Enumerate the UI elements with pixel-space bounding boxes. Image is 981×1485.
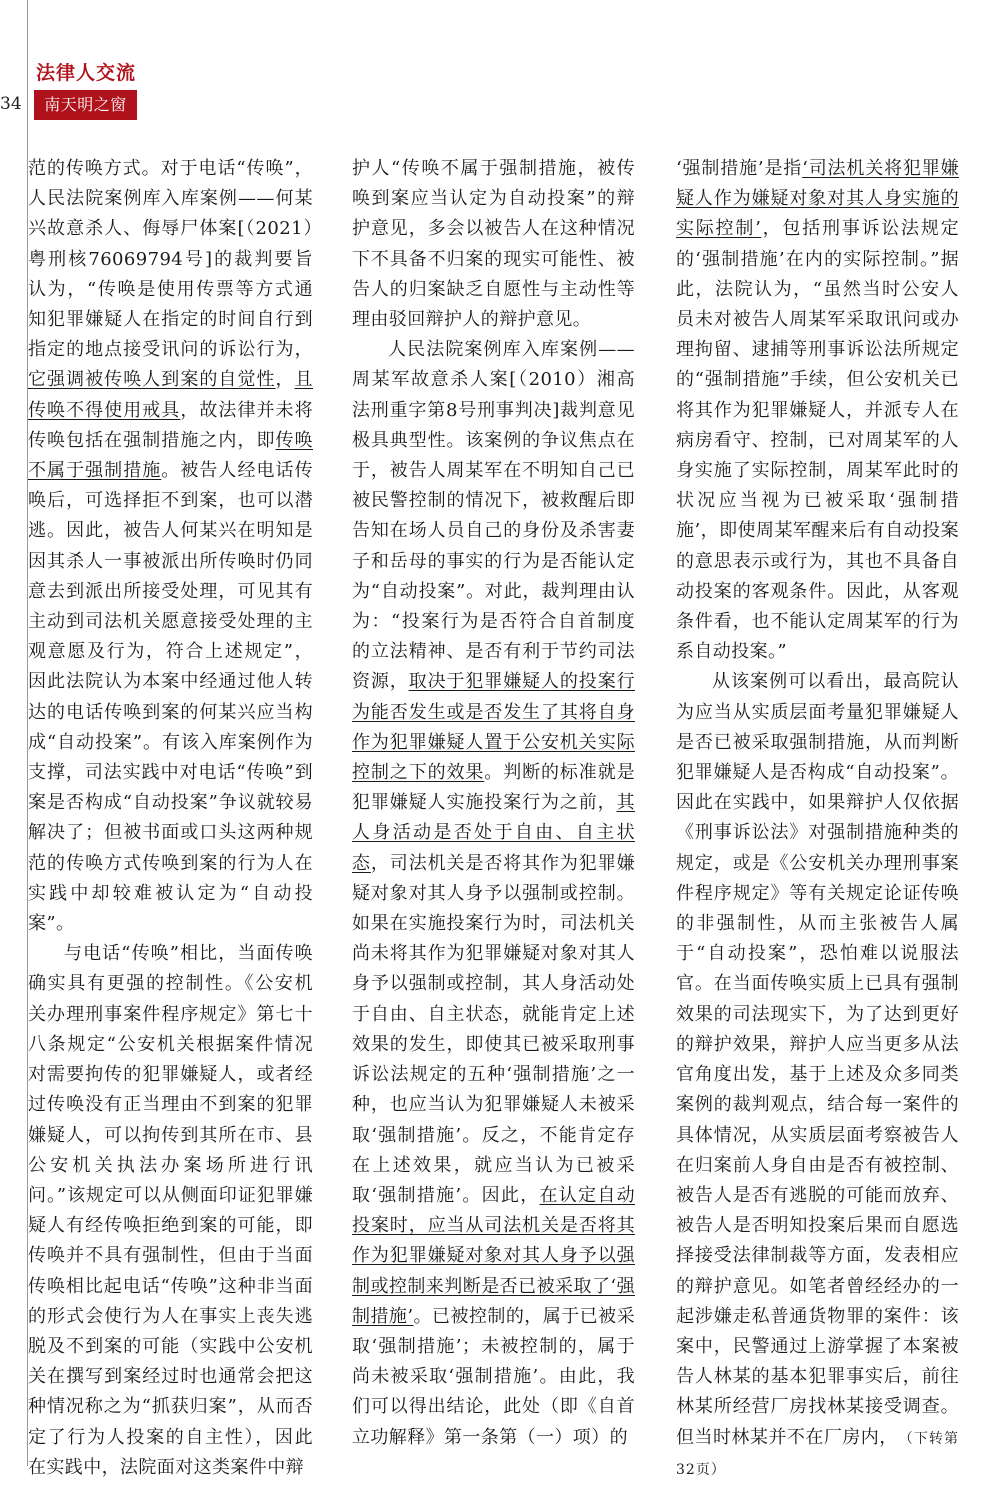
article-column-3	[676, 154, 959, 1478]
underlined-text: 取决于犯罪嫌疑人的投案行为能否发生或是否发生了其将自身作为犯罪嫌疑人置于公安机关实际控制之下的效果	[352, 671, 635, 784]
underlined-text: 其人身活动是否处于自由、自主状态	[352, 792, 635, 874]
paragraph: ‘强制措施’是指‘司法机关将犯罪嫌疑人作为嫌疑对象对其人身实施的实际控制’，包括刑事诉讼法规定的‘强制措施’在内的实际控制。”据此，法院认为，“虽然当时公安人员未对被告人周某军采取讯问或办理拘留、逮捕等刑事诉讼法所规定的“强制措施”手续，但公安机关已将其作为犯罪嫌疑人，并派专人在病房看守、控制，已对周某军的人身实施了实际控制，周某军此时的状况应当视为已被采取‘强制措施’，即使周某军醒来后有自动投案的意思表示或行为，其也不具备自动投案的客观条件。因此，从客观条件看，也不能认定周某军的行为系自动投案。”	[676, 158, 959, 663]
article-column-1	[28, 154, 313, 1478]
column-name-badge: 南天明之窗	[34, 90, 137, 120]
paragraph: 从该案例可以看出，最高院认为应当从实质层面考量犯罪嫌疑人是否已被采取强制措施，从而判断犯罪嫌疑人是否构成“自动投案”。因此在实践中，如果辩护人仅依据《刑事诉讼法》对强制措施种类的规定，或是《公安机关办理刑事案件程序规定》等有关规定论证传唤的非强制性，从而主张被告人属于“自动投案”，恐怕难以说服法官。在当面传唤实质上已具有强制效果的司法现实下，为了达到更好的辩护效果，辩护人应当更多从法官角度出发，基于上述及众多同类案例的裁判观点，结合每一案件的具体情况，从实质层面考察被告人在归案前人身自由是否有被控制、被告人是否有逃脱的可能而放弃、被告人是否明知投案后果而自愿选择接受法律制裁等方面，发表相应的辩护意见。如笔者曾经经办的一起涉嫌走私普通货物罪的案件：该案中，民警通过上游掌握了本案被告人林某的基本犯罪事实后，前往林某所经营厂房找林某接受调查。但当时林某并不在厂房内， （下转第32页）	[676, 671, 959, 1478]
underlined-text: 在认定自动投案时，应当从司法机关是否将其作为犯罪嫌疑对象对其人身予以强制或控制来判断是否已被采取了‘强制措施’	[352, 1184, 636, 1327]
paragraph: 范的传唤方式。对于电话“传唤”，人民法院案例库入库案例——何某兴故意杀人、侮辱尸体案[（2021）粤刑核76069794号]的裁判要旨认为，“传唤是使用传票等方式通知犯罪嫌疑人在指定的时间自行到指定的地点接受讯问的诉讼行为，它强调被传唤人到案的自觉性，且传唤不得使用戒具，故法律并未将传唤包括在强制措施之内，即传唤不属于强制措施。被告人经电话传唤后，可选择拒不到案，也可以潜逃。因此，被告人何某兴在明知是因其杀人一事被派出所传唤时仍同意去到派出所接受处理，可见其有主动到司法机关愿意接受处理的主观意愿及行为，符合上述规定”，因此法院认为本案中经通过他人转达的电话传唤到案的何某兴应当构成“自动投案”。有该入库案例作为支撑，司法实践中对电话“传唤”到案是否构成“自动投案”争议就较易解决了；但被书面或口头这两种规范的传唤方式传唤到案的行为人在实践中却较难被认定为“自动投案”。	[28, 158, 313, 935]
underlined-text: 传唤不属于强制措施	[28, 429, 313, 482]
paragraph: 与电话“传唤”相比，当面传唤确实具有更强的控制性。《公安机关办理刑事案件程序规定》第七十八条规定“公安机关根据案件情况对需要拘传的犯罪嫌疑人，或者经过传唤没有正当理由不到案的犯罪嫌疑人，可以拘传到其所在市、县公安机关执法办案场所进行讯问。”该规定可以从侧面印证犯罪嫌疑人有经传唤拒绝到案的可能，即传唤并不具有强制性，但由于当面传唤相比起电话“传唤”这种非当面的形式会使行为人在事实上丧失逃脱及不到案的可能（实践中公安机关在撰写到案经过时也通常会把这种情况称之为“抓获归案”，从而否定了行为人投案的自主性），因此在实践中，法院面对这类案件中辩	[28, 943, 313, 1478]
page-number: 34	[0, 94, 22, 114]
underlined-text: 且传唤不得使用戒具	[28, 369, 313, 421]
article-column-2	[352, 154, 635, 1454]
paragraph: 护人“传唤不属于强制措施，被传唤到案应当认定为自动投案”的辩护意见，多会以被告人在这种情况下不具备不归案的现实可能性、被告人的归案缺乏自愿性与主动性等理由驳回辩护人的辩护意见。	[352, 158, 635, 331]
underlined-text: ‘司法机关将犯罪嫌疑人作为嫌疑对象对其人身实施的实际控制’	[676, 158, 959, 240]
section-title: 法律人交流	[36, 62, 137, 84]
continued-on-page: （下转第32页）	[676, 1430, 959, 1478]
paragraph: 人民法院案例库入库案例——周某军故意杀人案[（2010）湘高法刑重字第8号刑事判决]裁判意见极具典型性。该案例的争议焦点在于，被告人周某军在不明知自己已被民警控制的情况下，被救醒后即告知在场人员自己的身份及杀害妻子和岳母的事实的行为是否能认定为“自动投案”。对此，裁判理由认为：“投案行为是否符合自首制度的立法精神、是否有利于节约司法资源，取决于犯罪嫌疑人的投案行为能否发生或是否发生了其将自身作为犯罪嫌疑人置于公安机关实际控制之下的效果。判断的标准就是犯罪嫌疑人实施投案行为之前，其人身活动是否处于自由、自主状态，司法机关是否将其作为犯罪嫌疑对象对其人身予以强制或控制。如果在实施投案行为时，司法机关尚未将其作为犯罪嫌疑对象对其人身予以强制或控制，其人身活动处于自由、自主状态，就能肯定上述效果的发生，即使其已被采取刑事诉讼法规定的五种‘强制措施’之一种，也应当认为犯罪嫌疑人未被采取‘强制措施’。反之，不能肯定存在上述效果，就应当认为已被采取‘强制措施’。因此，在认定自动投案时，应当从司法机关是否将其作为犯罪嫌疑对象对其人身予以强制或控制来判断是否已被采取了‘强制措施’。已被控制的，属于已被采取‘强制措施’；未被控制的，属于尚未被采取‘强制措施’。由此，我们可以得出结论，此处（即《自首立功解释》第一条第（一）项）的	[352, 339, 636, 1448]
underlined-text: 它强调被传唤人到案的自觉性	[28, 369, 276, 391]
